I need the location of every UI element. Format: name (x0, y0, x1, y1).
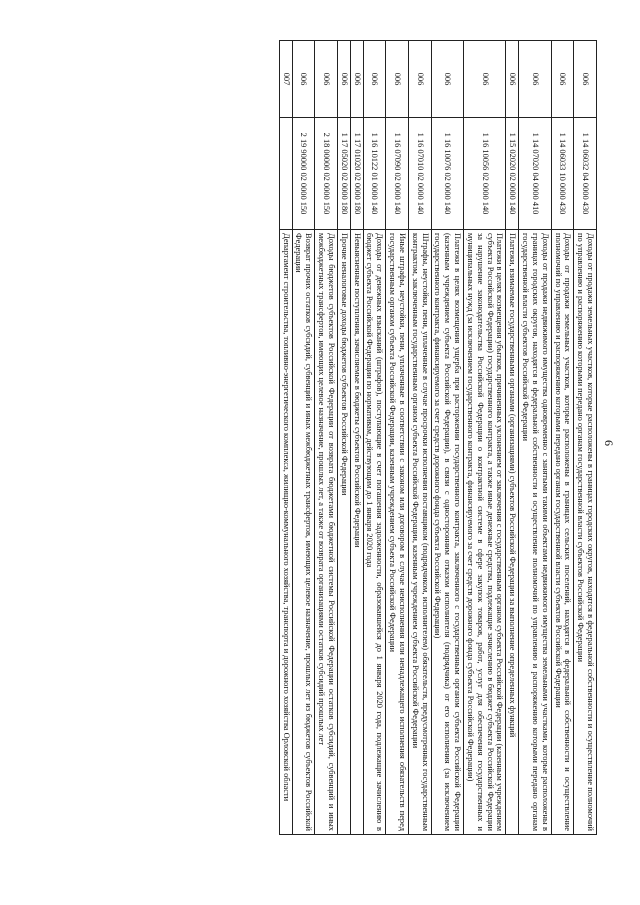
admin-code-cell: 006 (431, 41, 463, 118)
budget-code-cell: 1 16 07010 02 0000 140 (408, 118, 431, 230)
revenue-name-cell: Возврат прочих остатков субсидий, субвенций и иных межбюджетных трансфертов, имеющих целевое назначение, прошлых лет из бюджетов субъектов Российской Федерации (292, 230, 315, 835)
admin-code-cell: 006 (315, 41, 338, 118)
revenue-name-cell: Доходы бюджетов субъектов Российской Федерации от возврата бюджетами бюджетной системы Российской Федерации остатков субсидий, субвенций и иных межбюджетных трансфертов, имеющих целевое назначение, прошлых лет, а также от возврата организациями остатков субсидий прошлых лет (315, 230, 338, 835)
table-row (519, 41, 551, 835)
budget-code-cell: 1 16 10056 02 0000 140 (464, 118, 506, 230)
revenue-name-cell: Доходы от продажи земельных участков, которые расположены в границах городских округов, находятся в федеральной собственности и осуществление полномочий по управлению и распоряжению которыми передано органам государственной власти субъектов Российской Федерации (574, 230, 597, 835)
table-row (551, 41, 574, 835)
revenue-name-cell: Доходы от продажи земельных участков, которые расположены в границах сельских поселений, находятся в федеральной собственности и осуществление полномочий по управлению и распоряжению которыми передано органам государственной власти субъектов Российской Федерации (551, 230, 574, 835)
table-row (350, 41, 363, 835)
budget-code-cell: 1 14 06033 10 0000 430 (551, 118, 574, 230)
budget-code-cell: 1 16 10076 02 0000 140 (431, 118, 463, 230)
budget-code-cell: 1 17 05020 02 0000 180 (337, 118, 350, 230)
revenue-name-cell: Платежи в целях возмещения убытков, причиненных уклонением от заключения с государственным органом субъекта Российской Федерации (казенным учреждением субъекта Российской Федерации) государственного контракта, а также иные денежные средства, подлежащие зачислению в бюджет субъекта Российской Федерации за нарушение законодательства Российской Федерации о контрактной системе в сфере закупок товаров, работ, услуг для обеспечения государственных и муниципальных нужд (за исключением государственного контракта, финансируемого за счет средств дорожного фонда субъекта Российской Федерации) (464, 230, 506, 835)
budget-code-cell: 1 17 01020 02 0000 180 (350, 118, 363, 230)
revenue-name-cell: Штрафы, неустойки, пени, уплаченные в случае просрочки исполнения поставщиком (подрядчиком, исполнителем) обязательств, предусмотренных государственным контрактом, заключенным государственным органом субъекта Российской Федерации, казенным учреждением субъекта Российской Федерации (408, 230, 431, 835)
revenue-name-cell: Платежи, взимаемые государственными органами (организациями) субъектов Российской Федерации за выполнение определенных функций (506, 230, 519, 835)
table-body (279, 41, 596, 835)
admin-code-cell: 006 (464, 41, 506, 118)
admin-code-cell: 006 (551, 41, 574, 118)
budget-code-cell: 1 14 06032 04 0000 430 (574, 118, 597, 230)
admin-code-cell: 006 (386, 41, 409, 118)
admin-code-cell: 006 (337, 41, 350, 118)
budget-code-cell: 1 16 07090 02 0000 140 (386, 118, 409, 230)
admin-code-cell: 006 (363, 41, 386, 118)
table-row (315, 41, 338, 835)
table-row (574, 41, 597, 835)
admin-code-cell: 007 (279, 41, 292, 118)
revenue-name-cell: Доходы от денежных взысканий (штрафов), поступающие в счет погашения задолженности, образовавшейся до 1 января 2020 года, подлежащие зачислению в бюджет субъекта Российской Федерации по нормативам, действующим до 1 января 2020 года (363, 230, 386, 835)
budget-code-cell: 1 14 07020 04 0000 410 (519, 118, 551, 230)
table-row (337, 41, 350, 835)
table-row (279, 41, 292, 835)
admin-code-cell: 006 (574, 41, 597, 118)
budget-code-cell: 1 16 10122 01 0000 140 (363, 118, 386, 230)
budget-code-cell: 2 19 90000 02 0000 150 (292, 118, 315, 230)
admin-code-cell: 006 (292, 41, 315, 118)
admin-code-cell: 006 (519, 41, 551, 118)
revenue-codes-table (279, 40, 597, 835)
page-number: 6 (602, 440, 616, 446)
table-row (363, 41, 386, 835)
budget-code-cell: 1 15 02020 02 0000 140 (506, 118, 519, 230)
budget-code-cell (279, 118, 292, 230)
revenue-name-cell: Департамент строительства, топливно-энергетического комплекса, жилищно-коммунального хозяйства, транспорта и дорожного хозяйства Орловской области (279, 230, 292, 835)
revenue-name-cell: Платежи в целях возмещения ущерба при расторжении государственного контракта, заключенного с государственным органом субъекта Российской Федерации (казенным учреждением субъекта Российской Федерации), в связи с односторонним отказом исполнителя (подрядчика) от его исполнения (за исключением государственного контракта, финансируемого за счет средств дорожного фонда субъекта Российской Федерации) (431, 230, 463, 835)
table-row (431, 41, 463, 835)
revenue-name-cell: Доходы от продажи недвижимого имущества одновременно с занятыми такими объектами недвижимого имущества земельными участками, которые расположены в границах городских округов, находятся в федеральной собственности и осуществление полномочий по управлению и распоряжению которыми передано органам государственной власти субъектов Российской Федерации (519, 230, 551, 835)
table-row (292, 41, 315, 835)
admin-code-cell: 006 (506, 41, 519, 118)
table-row (464, 41, 506, 835)
revenue-name-cell: Прочие неналоговые доходы бюджетов субъектов Российской Федерации (337, 230, 350, 835)
table-row (386, 41, 409, 835)
table-row (408, 41, 431, 835)
admin-code-cell: 006 (408, 41, 431, 118)
revenue-name-cell: Невыясненные поступления, зачисляемые в бюджеты субъектов Российской Федерации (350, 230, 363, 835)
admin-code-cell: 006 (350, 41, 363, 118)
revenue-name-cell: Иные штрафы, неустойки, пени, уплаченные в соответствии с законом или договором в случае неисполнения или ненадлежащего исполнения обязательств перед государственным органом субъекта Российской Федерации, казенным учреждением субъекта Российской Федерации (386, 230, 409, 835)
budget-code-cell: 2 18 00000 02 0000 150 (315, 118, 338, 230)
table-row (506, 41, 519, 835)
